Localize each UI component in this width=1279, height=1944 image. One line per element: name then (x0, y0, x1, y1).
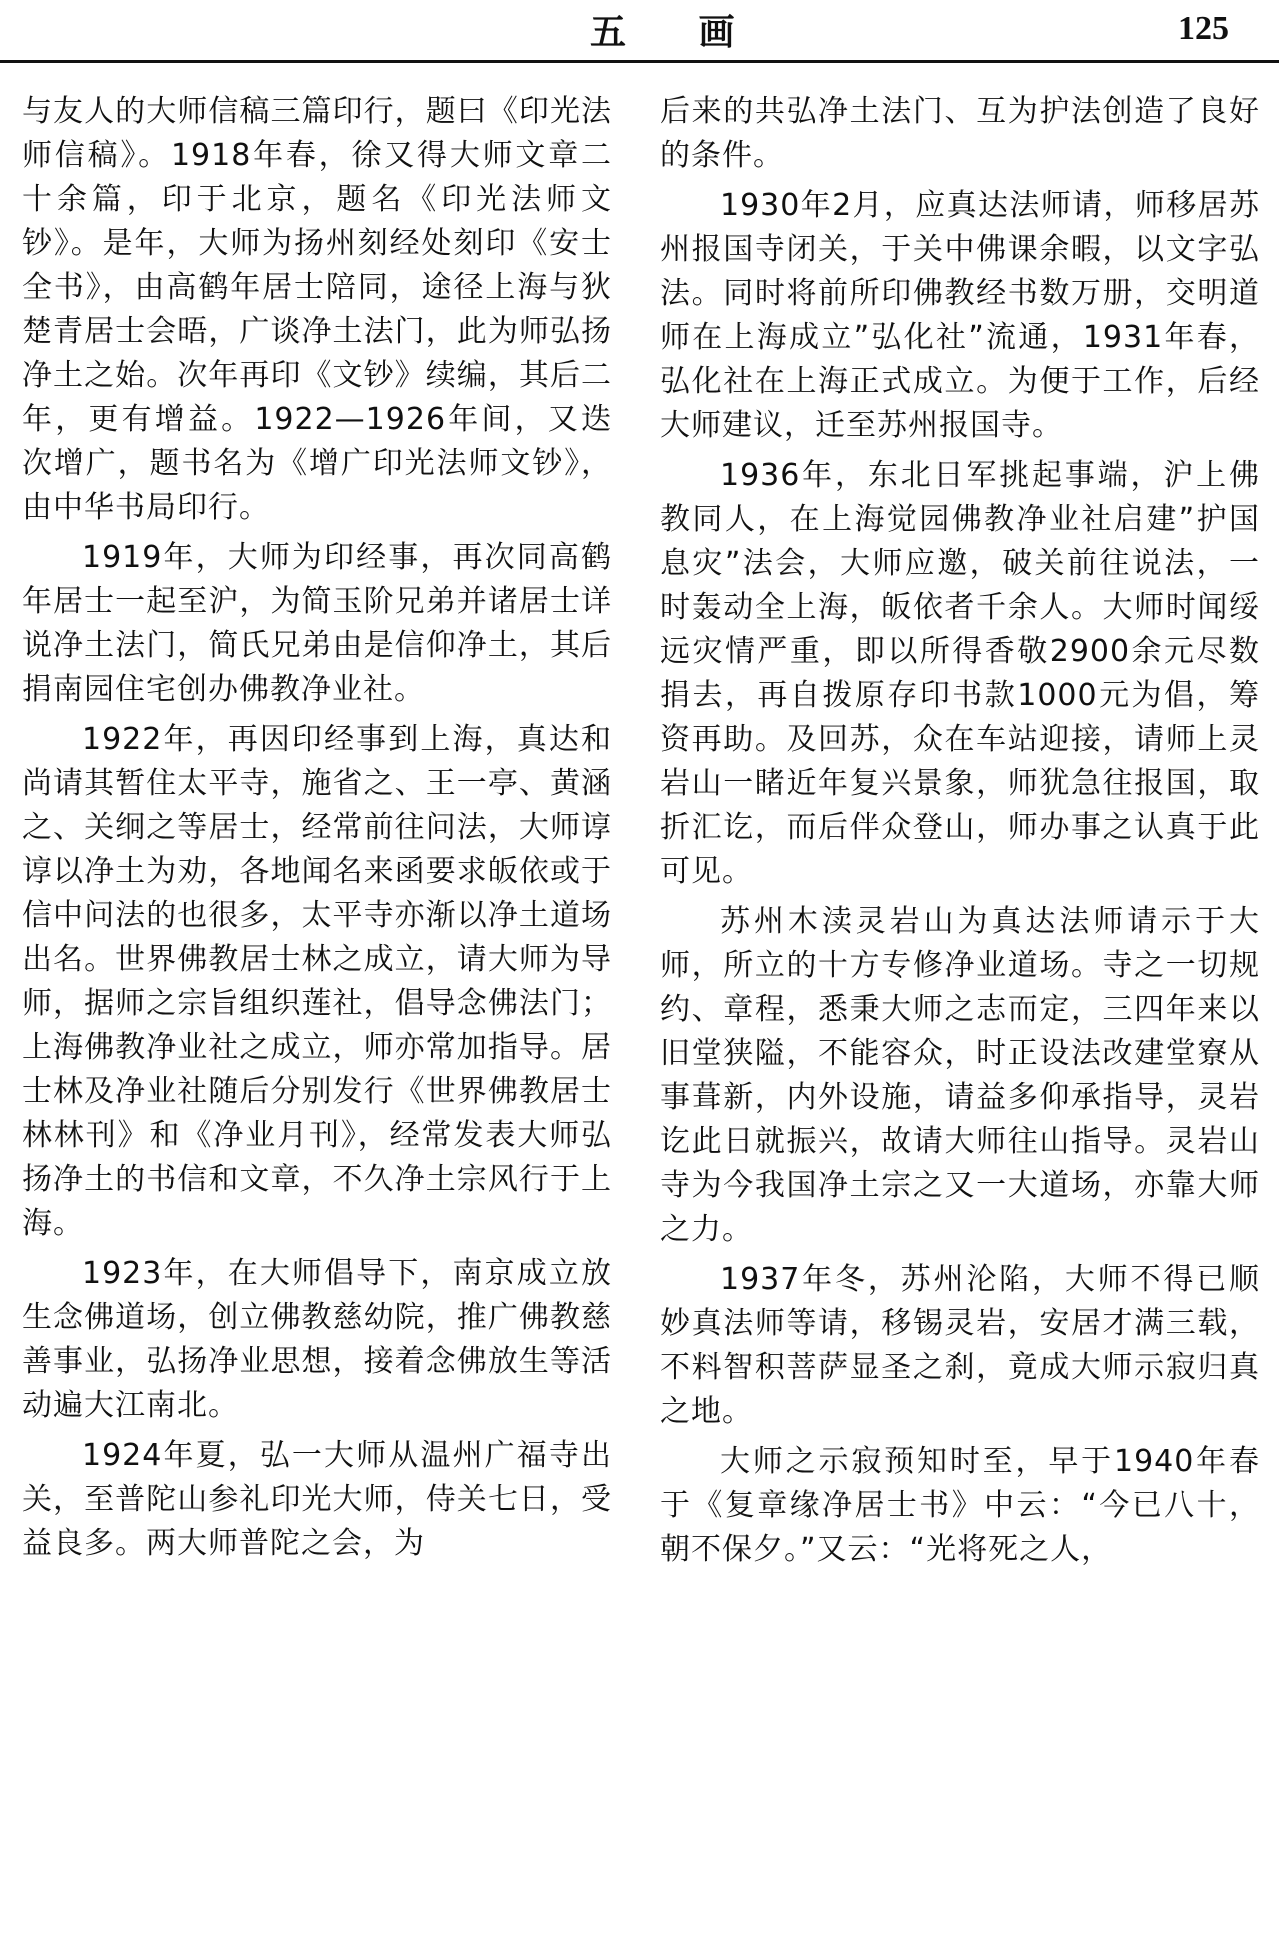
paragraph: 1924年夏，弘一大师从温州广福寺出关，至普陀山参礼印光大师，侍关七日，受益良多。两大师普陀之会，为 (22, 1438, 612, 1561)
paragraph: 1936年，东北日军挑起事端，沪上佛教同人，在上海觉园佛教净业社启建”护国息灾”法会，大师应邀，破关前往说法，一时轰动全上海，皈依者千余人。大师时闻绥远灾情严重，即以所得香敬2900余元尽数捐去，再自拨原存印书款1000元为倡，筹资再助。及回苏，众在车站迎接，请师上灵岩山一睹近年复兴景象，师犹急往报国，取折汇讫，而后伴众登山，师办事之认真于此可见。 (660, 458, 1260, 889)
left-text-column (22, 90, 612, 1572)
page-number: 125 (1178, 10, 1229, 47)
paragraph: 与友人的大师信稿三篇印行，题曰《印光法师信稿》。1918年春，徐又得大师文章二十余篇，印于北京，题名《印光法师文钞》。是年，大师为扬州刻经处刻印《安士全书》，由高鹤年居士陪同，途径上海与狄楚青居士会晤，广谈净土法门，此为师弘扬净土之始。次年再印《文钞》续编，其后二年，更有增益。1922—1926年间，又迭次增广，题书名为《增广印光法师文钞》，由中华书局印行。 (22, 94, 612, 525)
paragraph: 苏州木渎灵岩山为真达法师请示于大师，所立的十方专修净业道场。寺之一切规约、章程，悉秉大师之志而定，三四年来以旧堂狭隘，不能容众，时正设法改建堂寮从事葺新，内外设施，请益多仰承指导，灵岩讫此日就振兴，故请大师往山指导。灵岩山寺为今我国净土宗之又一大道场，亦靠大师之力。 (660, 904, 1260, 1247)
paragraph: 1919年，大师为印经事，再次同高鹤年居士一起至沪，为简玉阶兄弟并诸居士详说净土法门，简氏兄弟由是信仰净土，其后捐南园住宅创办佛教净业社。 (22, 540, 612, 707)
header-rule (0, 60, 1279, 63)
paragraph: 大师之示寂预知时至，早于1940年春于《复章缘净居士书》中云：“今已八十，朝不保夕。”又云：“光将死之人， (660, 1444, 1260, 1567)
paragraph: 1923年，在大师倡导下，南京成立放生念佛道场，创立佛教慈幼院，推广佛教慈善事业，弘扬净业思想，接着念佛放生等活动遍大江南北。 (22, 1256, 612, 1423)
paragraph: 1922年，再因印经事到上海，真达和尚请其暂住太平寺，施省之、王一亭、黄涵之、关䌹之等居士，经常前往问法，大师谆谆以净土为劝，各地闻名来函要求皈依或于信中问法的也很多，太平寺亦渐以净土道场出名。世界佛教居士林之成立，请大师为导师，据师之宗旨组织莲社，倡导念佛法门；上海佛教净业社之成立，师亦常加指导。居士林及净业社随后分别发行《世界佛教居士林林刊》和《净业月刊》，经常发表大师弘扬净土的书信和文章，不久净土宗风行于上海。 (22, 722, 612, 1241)
paragraph: 1930年2月，应真达法师请，师移居苏州报国寺闭关，于关中佛课余暇，以文字弘法。同时将前所印佛教经书数万册，交明道师在上海成立”弘化社”流通，1931年春，弘化社在上海正式成立。为便于工作，后经大师建议，迁至苏州报国寺。 (660, 188, 1260, 443)
paragraph: 后来的共弘净土法门、互为护法创造了良好的条件。 (660, 94, 1260, 173)
running-header-title: 五 画 (590, 11, 765, 53)
paragraph: 1937年冬，苏州沦陷，大师不得已顺妙真法师等请，移锡灵岩，安居才满三载，不料智积菩萨显圣之刹，竟成大师示寂归真之地。 (660, 1262, 1260, 1429)
right-text-column (660, 90, 1260, 1578)
